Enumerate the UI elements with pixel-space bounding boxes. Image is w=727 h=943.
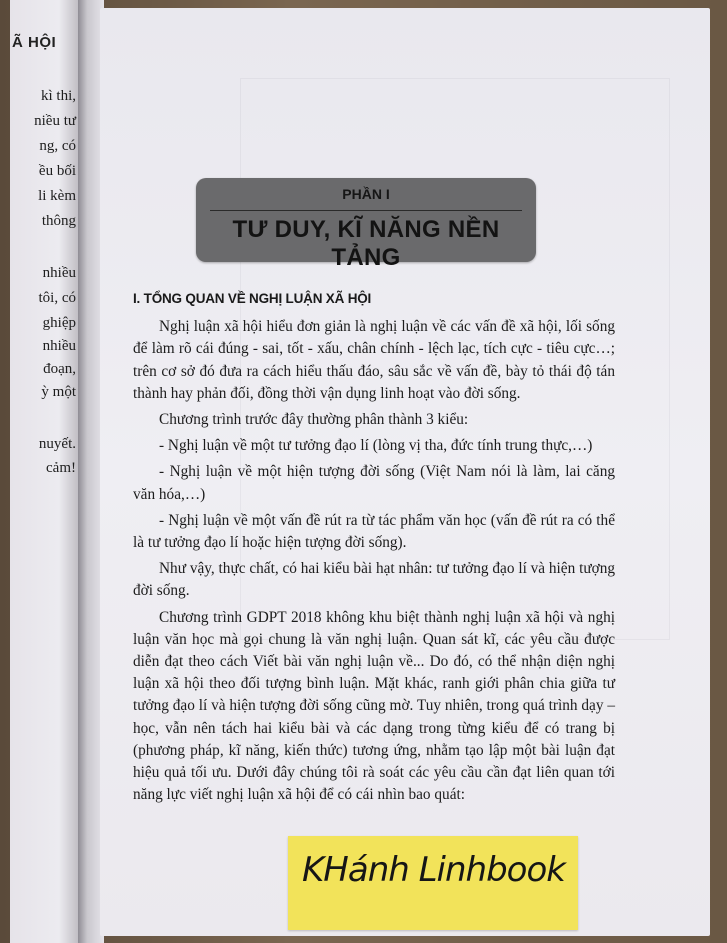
part-title: TƯ DUY, KĨ NĂNG NỀN TẢNG <box>232 216 500 271</box>
left-page-line: nhiều <box>42 265 76 281</box>
left-page-line: cảm! <box>46 460 76 476</box>
part-banner <box>196 178 536 271</box>
left-page-line: ỳ một <box>41 384 76 400</box>
left-page-line: thông <box>41 213 76 229</box>
left-page-line: nhiều <box>42 338 76 354</box>
section-heading: I. TỔNG QUAN VỀ NGHỊ LUẬN XÃ HỘI <box>133 291 372 306</box>
left-page-line: li kèm <box>38 188 76 204</box>
part-label: PHẦN I <box>342 186 390 202</box>
left-page-line: niều tư <box>34 113 76 129</box>
sticky-note-text: KHánh Linhbook <box>302 850 565 890</box>
page-body <box>133 288 615 810</box>
left-page-line: kì thi, <box>40 88 76 104</box>
left-facing-page <box>10 0 80 943</box>
left-page-line: đoạn, <box>43 361 76 377</box>
paragraph: Nghị luận xã hội hiểu đơn giản là nghị luận về các vấn đề xã hội, lối sống để làm rõ cái đúng - sai, tốt - xấu, chân chính - lệch lạc, tích cực - tiêu cực…; trên cơ sở đó đưa ra cách hiểu thấu đáo, sâu sắc về vấn đề, bày tỏ thái độ tán thành hay phản đối, đồng thời vận dụng linh hoạt vào đời sống. <box>133 318 615 402</box>
paragraph: Chương trình GDPT 2018 không khu biệt thành nghị luận xã hội và nghị luận văn học mà gọi chung là văn nghị luận. Quan sát kĩ, các yêu cầu được diễn đạt theo cách Viết bài văn nghị luận về... Do đó, có thể nhận diện nghị luận xã hội theo đối tượng bình luận. Mặt khác, ranh giới phân chia giữa tư tưởng đạo lí và hiện tượng đời sống cũng mờ. Tuy nhiên, trong quá trình dạy – học, vẫn nên tách hai kiểu bài và các dạng trong từng kiểu để có trang bị (phương pháp, kĩ năng, kiến thức) tương ứng, nhằm tạo lập một bài luận đạt hiệu quả tối ưu. Dưới đây chúng tôi rà soát các yêu cầu cần đạt liên quan tới năng lực viết nghị luận xã hội để có cái nhìn bao quát: <box>133 608 615 804</box>
left-page-line: tôi, có <box>38 290 76 306</box>
list-item: - Nghị luận về một hiện tượng đời sống (Việt Nam nói là làm, lai căng văn hóa,…) <box>133 463 615 503</box>
left-page-line: nuyết. <box>38 436 76 452</box>
paragraph: Chương trình trước đây thường phân thành 3 kiểu: <box>159 411 469 429</box>
left-page-heading: Ã HỘI <box>12 34 57 51</box>
paragraph: Như vậy, thực chất, có hai kiểu bài hạt nhân: tư tưởng đạo lí và hiện tượng đời sống. <box>133 560 615 600</box>
left-page-line: ghiệp <box>42 315 76 331</box>
list-item: - Nghị luận về một tư tưởng đạo lí (lòng vị tha, đức tính trung thực,…) <box>159 437 593 455</box>
list-item: - Nghị luận về một vấn đề rút ra từ tác phẩm văn học (vấn đề rút ra có thể là tư tưởng đạo lí hoặc hiện tượng đời sống). <box>133 511 615 552</box>
sticky-note-watermark <box>288 836 578 930</box>
left-page-line: ều bối <box>38 163 76 179</box>
banner-divider <box>210 210 522 211</box>
left-page-line: ng, có <box>39 138 76 154</box>
